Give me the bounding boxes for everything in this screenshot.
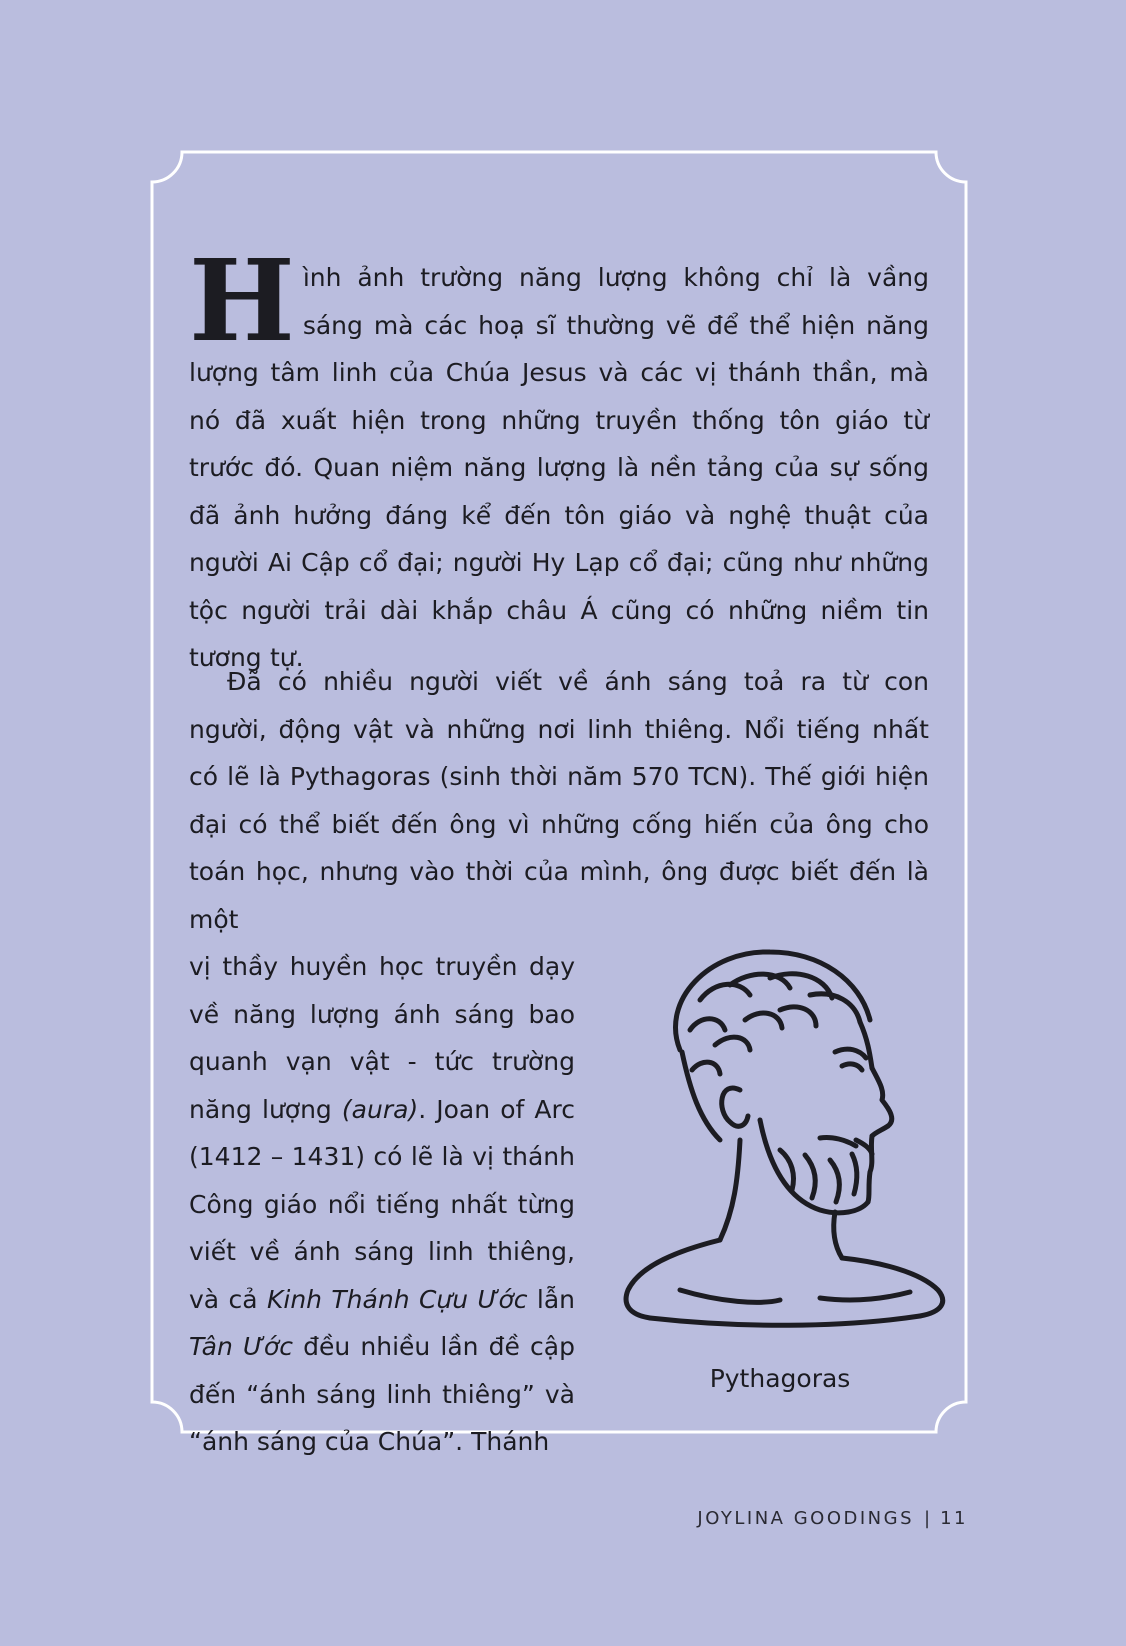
new-testament-title: Tân Ước (189, 1332, 293, 1361)
aura-term: (aura) (341, 1094, 419, 1124)
paragraph-1-text: ình ảnh trường năng lượng không chỉ là vầng sáng mà các hoạ sĩ thường vẽ để thể hiện năng lượng tâm linh của Chúa Jesus và các vị thánh thần, mà nó đã xuất hiện trong những truyền thống tôn giáo từ trước đó. Quan niệm năng lượng là nền tảng của sự sống đã ảnh hưởng đáng kể đến tôn giáo và nghệ thuật của người Ai Cập cổ đại; người Hy Lạp cổ đại; cũng như những tộc người trải dài khắp châu Á cũng có những niềm tin tương tự. (189, 263, 929, 672)
author-name: JOYLINA GOODINGS (697, 1508, 915, 1529)
drop-cap: H (189, 236, 295, 367)
figure-caption: Pythagoras (709, 1364, 851, 1393)
pythagoras-bust-illustration (620, 940, 950, 1350)
paragraph-2-text: Đã có nhiều người viết về ánh sáng toả ra từ con người, động vật và những nơi linh thiêng. Nổi tiếng nhất có lẽ là Pythagoras (sinh thời năm 570 TCN). Thế giới hiện đại có thể biết đến ông vì những cống hiến của ông cho toán học, nhưng vào thời của mình, ông được biết đến là một (189, 667, 929, 934)
paragraph-2-part-3: lẫn (527, 1284, 575, 1314)
paragraph-2-part-4: đều nhiều lần đề cập đến “ánh sáng linh thiêng” và “ánh sáng của Chúa”. Thánh (189, 1332, 575, 1456)
paragraph-2-part-1: vị thầy huyền học truyền dạy về năng lượng ánh sáng bao quanh vạn vật - tức trường năng lượng (189, 952, 575, 1124)
paragraph-2 (189, 658, 929, 943)
paragraph-2-part-2: . Joan of Arc (1412 – 1431) có lẽ là vị thánh Công giáo nổi tiếng nhất từng viết về ánh sáng linh thiêng, và cả (189, 1094, 576, 1314)
page-number: 11 (940, 1508, 968, 1529)
paragraph-2-continued (189, 943, 575, 1466)
old-testament-title: Kinh Thánh Cựu Ước (266, 1284, 528, 1314)
footer-separator: | (924, 1508, 931, 1529)
paragraph-1 (189, 236, 929, 672)
page-footer (697, 1508, 968, 1529)
pythagoras-bust-icon (620, 940, 950, 1350)
